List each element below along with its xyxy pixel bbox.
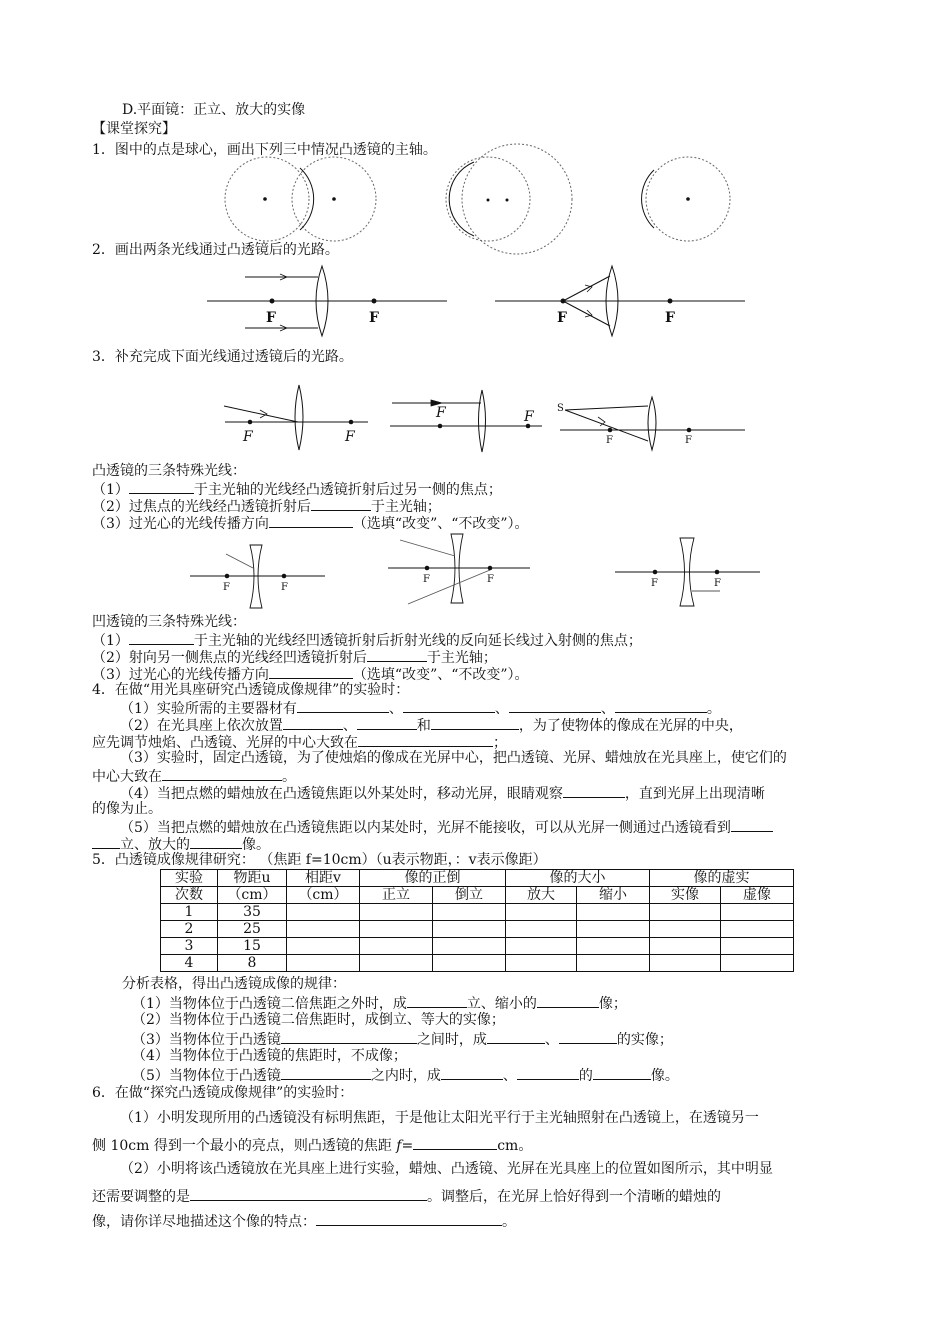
q3-figures xyxy=(0,382,950,452)
focus-dot xyxy=(349,420,354,425)
focus-dot xyxy=(372,299,377,304)
q4-part-5: （5）当把点燃的蜡烛放在凸透镜焦距以内某处时，光屏不能接收，可以从光屏一侧通过凸透镜看到 xyxy=(120,818,773,836)
q4-part-2-cont: 应先调节烛焰、凸透镜、光屏的中心大致在 ； xyxy=(92,735,507,751)
focus-label: F xyxy=(223,582,230,593)
blank[interactable] xyxy=(129,480,194,494)
blank[interactable] xyxy=(190,835,242,849)
q4-part-3-cont: 中心大致在 。 xyxy=(92,769,296,785)
focus-dot xyxy=(425,566,430,571)
q6-part-1-cont: 侧 10cm 得到一个最小的亮点，则凸透镜的焦距 f= cm。 xyxy=(92,1138,533,1154)
q4-part-2: （2）在光具座上依次放置 、 和 ，为了使物体的像成在光屏的中央， xyxy=(120,718,743,734)
convex-rays-title: 凸透镜的三条特殊光线： xyxy=(92,463,246,479)
blank[interactable] xyxy=(441,1066,503,1080)
table-row: 4 8 xyxy=(161,955,794,972)
rule-4: （4）当物体位于凸透镜的焦距时，不成像； xyxy=(132,1048,407,1064)
lens-1 xyxy=(300,168,314,230)
focus-dot xyxy=(270,299,275,304)
blank[interactable] xyxy=(413,1136,497,1150)
blank[interactable] xyxy=(281,1030,417,1044)
center-dot xyxy=(506,199,509,202)
header-cell: 倒立 xyxy=(433,887,506,904)
blank[interactable] xyxy=(162,767,282,781)
header-cell: 像的虚实 xyxy=(650,870,794,887)
concave-ray-1: （1） 于主光轴的光线经凹透镜折射后折射光线的反向延长线过入射侧的焦点； xyxy=(92,633,642,649)
header-cell: 正立 xyxy=(360,887,433,904)
q4-title: 4．在做“用光具座研究凸透镜成像规律”的实验时： xyxy=(92,682,410,698)
q4-part-5-cont: 立、放大的 像。 xyxy=(92,835,270,853)
q1-title: 1．图中的点是球心，画出下列三中情况凸透镜的主轴。 xyxy=(92,142,437,158)
q6-part-1: （1）小明发现所用的凸透镜没有标明焦距，于是他让太阳光平行于主光轴照射在凸透镜上，在透镜另一 xyxy=(120,1110,759,1126)
blank[interactable] xyxy=(731,818,773,832)
q6-part-2-end: 像，请你详尽地描述这个像的特点： 。 xyxy=(92,1214,516,1230)
focus-dot xyxy=(653,570,658,575)
blank[interactable] xyxy=(297,699,389,713)
focus-label: F xyxy=(281,582,288,593)
rule-5: （5）当物体位于凸透镜 之内时，成 、 的 像。 xyxy=(132,1068,679,1084)
blank[interactable] xyxy=(92,835,120,849)
focus-dot xyxy=(715,570,720,575)
focus-label: F xyxy=(651,578,658,589)
q4-part-1: （1）实验所需的主要器材有 、 、 、 。 xyxy=(120,701,721,717)
concave-lens xyxy=(250,545,262,608)
focus-dot xyxy=(282,574,287,579)
header-cell: 放大 xyxy=(506,887,577,904)
blank[interactable] xyxy=(358,733,493,747)
rule-3: （3）当物体位于凸透镜 之间时，成 、 的实像； xyxy=(132,1032,673,1048)
blank[interactable] xyxy=(537,994,599,1008)
blank[interactable] xyxy=(190,1187,427,1201)
focus-dot xyxy=(438,424,443,429)
convex-lens xyxy=(295,385,303,450)
header-cell: 相距v xyxy=(287,870,360,887)
table-row: 3 15 xyxy=(161,938,794,955)
sphere-2b xyxy=(462,144,572,254)
q3-title: 3．补充完成下面光线通过透镜后的光路。 xyxy=(92,349,353,365)
concave-rays-title: 凹透镜的三条特殊光线： xyxy=(92,614,246,630)
focus-label: F xyxy=(714,578,721,589)
focus-dot xyxy=(248,420,253,425)
focus-dot xyxy=(561,299,566,304)
blank[interactable] xyxy=(311,497,371,511)
blank[interactable] xyxy=(615,699,707,713)
ray xyxy=(408,570,490,604)
blank[interactable] xyxy=(517,1066,579,1080)
q4-part-3: （3）实验时，固定凸透镜，为了使烛焰的像成在光屏中心，把凸透镜、光屏、蜡烛放在光具座上，使它们的 xyxy=(120,750,787,766)
header-cell: （cm） xyxy=(218,887,287,904)
convex-ray-2: （2）过焦点的光线经凸透镜折射后 于主光轴； xyxy=(92,499,441,515)
table-row: 2 25 xyxy=(161,921,794,938)
ray xyxy=(226,554,253,568)
q4-part-4: （4）当把点燃的蜡烛放在凸透镜焦距以外某处时，移动光屏，眼睛观察 ，直到光屏上出现清晰 xyxy=(120,786,765,802)
option-d: D.平面镜：正立、放大的实像 xyxy=(122,102,306,118)
header-cell: 虚像 xyxy=(721,887,794,904)
focus-label: F xyxy=(606,435,613,446)
convex-ray-1: （1） 于主光轴的光线经凸透镜折射后过另一侧的焦点； xyxy=(92,482,502,498)
concave-lens xyxy=(451,534,463,603)
ray xyxy=(400,540,455,556)
blank[interactable] xyxy=(563,784,625,798)
q2-figures xyxy=(0,258,950,328)
blank[interactable] xyxy=(509,699,601,713)
center-dot xyxy=(332,197,336,201)
sphere-1a xyxy=(225,157,309,241)
focus-label: F xyxy=(423,574,430,585)
convex-lens xyxy=(479,390,486,452)
blank[interactable] xyxy=(281,1066,371,1080)
header-cell: 像的正倒 xyxy=(360,870,506,887)
q5-title: 5．凸透镜成像规律研究： （焦距 f=10cm）（u表示物距，：v表示像距） xyxy=(92,852,547,868)
blank[interactable] xyxy=(403,699,495,713)
ray xyxy=(563,276,610,301)
header-cell: 实验 xyxy=(161,870,218,887)
center-dot xyxy=(487,199,490,202)
q6-title: 6．在做“探究凸透镜成像规律”的实验时： xyxy=(92,1085,354,1101)
header-cell: 缩小 xyxy=(577,887,650,904)
concave-lens-figures xyxy=(0,528,950,610)
focus-dot xyxy=(687,428,692,433)
lens-3 xyxy=(642,170,654,228)
blank[interactable] xyxy=(407,994,467,1008)
blank[interactable] xyxy=(129,631,194,645)
focus-dot xyxy=(608,428,613,433)
q1-figures xyxy=(0,160,950,245)
focus-label: F xyxy=(266,310,276,326)
convex-lens xyxy=(648,397,656,450)
center-dot xyxy=(263,197,267,201)
header-cell: （cm） xyxy=(287,887,360,904)
focus-dot xyxy=(668,299,673,304)
blank[interactable] xyxy=(316,1212,502,1226)
header-cell: 实像 xyxy=(650,887,721,904)
focus-label: F xyxy=(436,405,446,421)
table-header-row xyxy=(161,870,794,887)
focus-label: F xyxy=(557,310,567,326)
table-header-row xyxy=(161,887,794,904)
focus-label: F xyxy=(369,310,379,326)
blank[interactable] xyxy=(283,716,343,730)
source-label: S xyxy=(557,403,564,414)
ray xyxy=(224,406,298,422)
focus-dot xyxy=(488,566,493,571)
q4-part-4-cont: 的像为止。 xyxy=(92,801,162,817)
q2-title: 2．画出两条光线通过凸透镜后的光路。 xyxy=(92,242,339,258)
concave-ray-3: （3）过光心的光线传播方向 （选填“改变”、“不改变”）。 xyxy=(92,667,529,683)
focus-label: F xyxy=(665,310,675,326)
focus-label: F xyxy=(524,409,534,425)
blank[interactable] xyxy=(269,514,353,528)
results-table xyxy=(160,869,794,972)
header-cell: 物距u xyxy=(218,870,287,887)
focus-label: F xyxy=(243,429,253,445)
blank[interactable] xyxy=(593,1066,651,1080)
blank[interactable] xyxy=(357,716,417,730)
q6-part-2: （2）小明将该凸透镜放在光具座上进行实验，蜡烛、凸透镜、光屏在光具座上的位置如图所示，其中明显 xyxy=(120,1161,773,1177)
blank[interactable] xyxy=(487,1030,545,1044)
rule-2: （2）当物体位于凸透镜二倍焦距时，成倒立、等大的实像； xyxy=(132,1012,505,1028)
header-cell: 像的大小 xyxy=(506,870,650,887)
focus-label: F xyxy=(345,429,355,445)
section-heading: 【课堂探究】 xyxy=(92,121,176,137)
focus-dot xyxy=(225,574,230,579)
convex-ray-3: （3）过光心的光线传播方向 （选填“改变”、“不改变”）。 xyxy=(92,516,529,532)
center-dot xyxy=(686,197,690,201)
table-row: 1 35 xyxy=(161,904,794,921)
rule-1: （1）当物体位于凸透镜二倍焦距之外时，成 立、缩小的 像； xyxy=(132,996,627,1012)
focus-label: F xyxy=(487,574,494,585)
blank[interactable] xyxy=(367,648,427,662)
ray xyxy=(565,406,648,410)
focus-label: F xyxy=(685,435,692,446)
blank[interactable] xyxy=(431,716,519,730)
concave-ray-2: （2）射向另一侧焦点的光线经凹透镜折射后 于主光轴； xyxy=(92,650,497,666)
header-cell: 次数 xyxy=(161,887,218,904)
ray xyxy=(563,301,610,326)
q6-part-2-cont: 还需要调整的是 。调整后，在光屏上恰好得到一个清晰的蜡烛的 xyxy=(92,1189,721,1205)
blank[interactable] xyxy=(269,665,353,679)
analysis-title: 分析表格，得出凸透镜成像的规律： xyxy=(122,976,346,992)
blank[interactable] xyxy=(559,1030,617,1044)
